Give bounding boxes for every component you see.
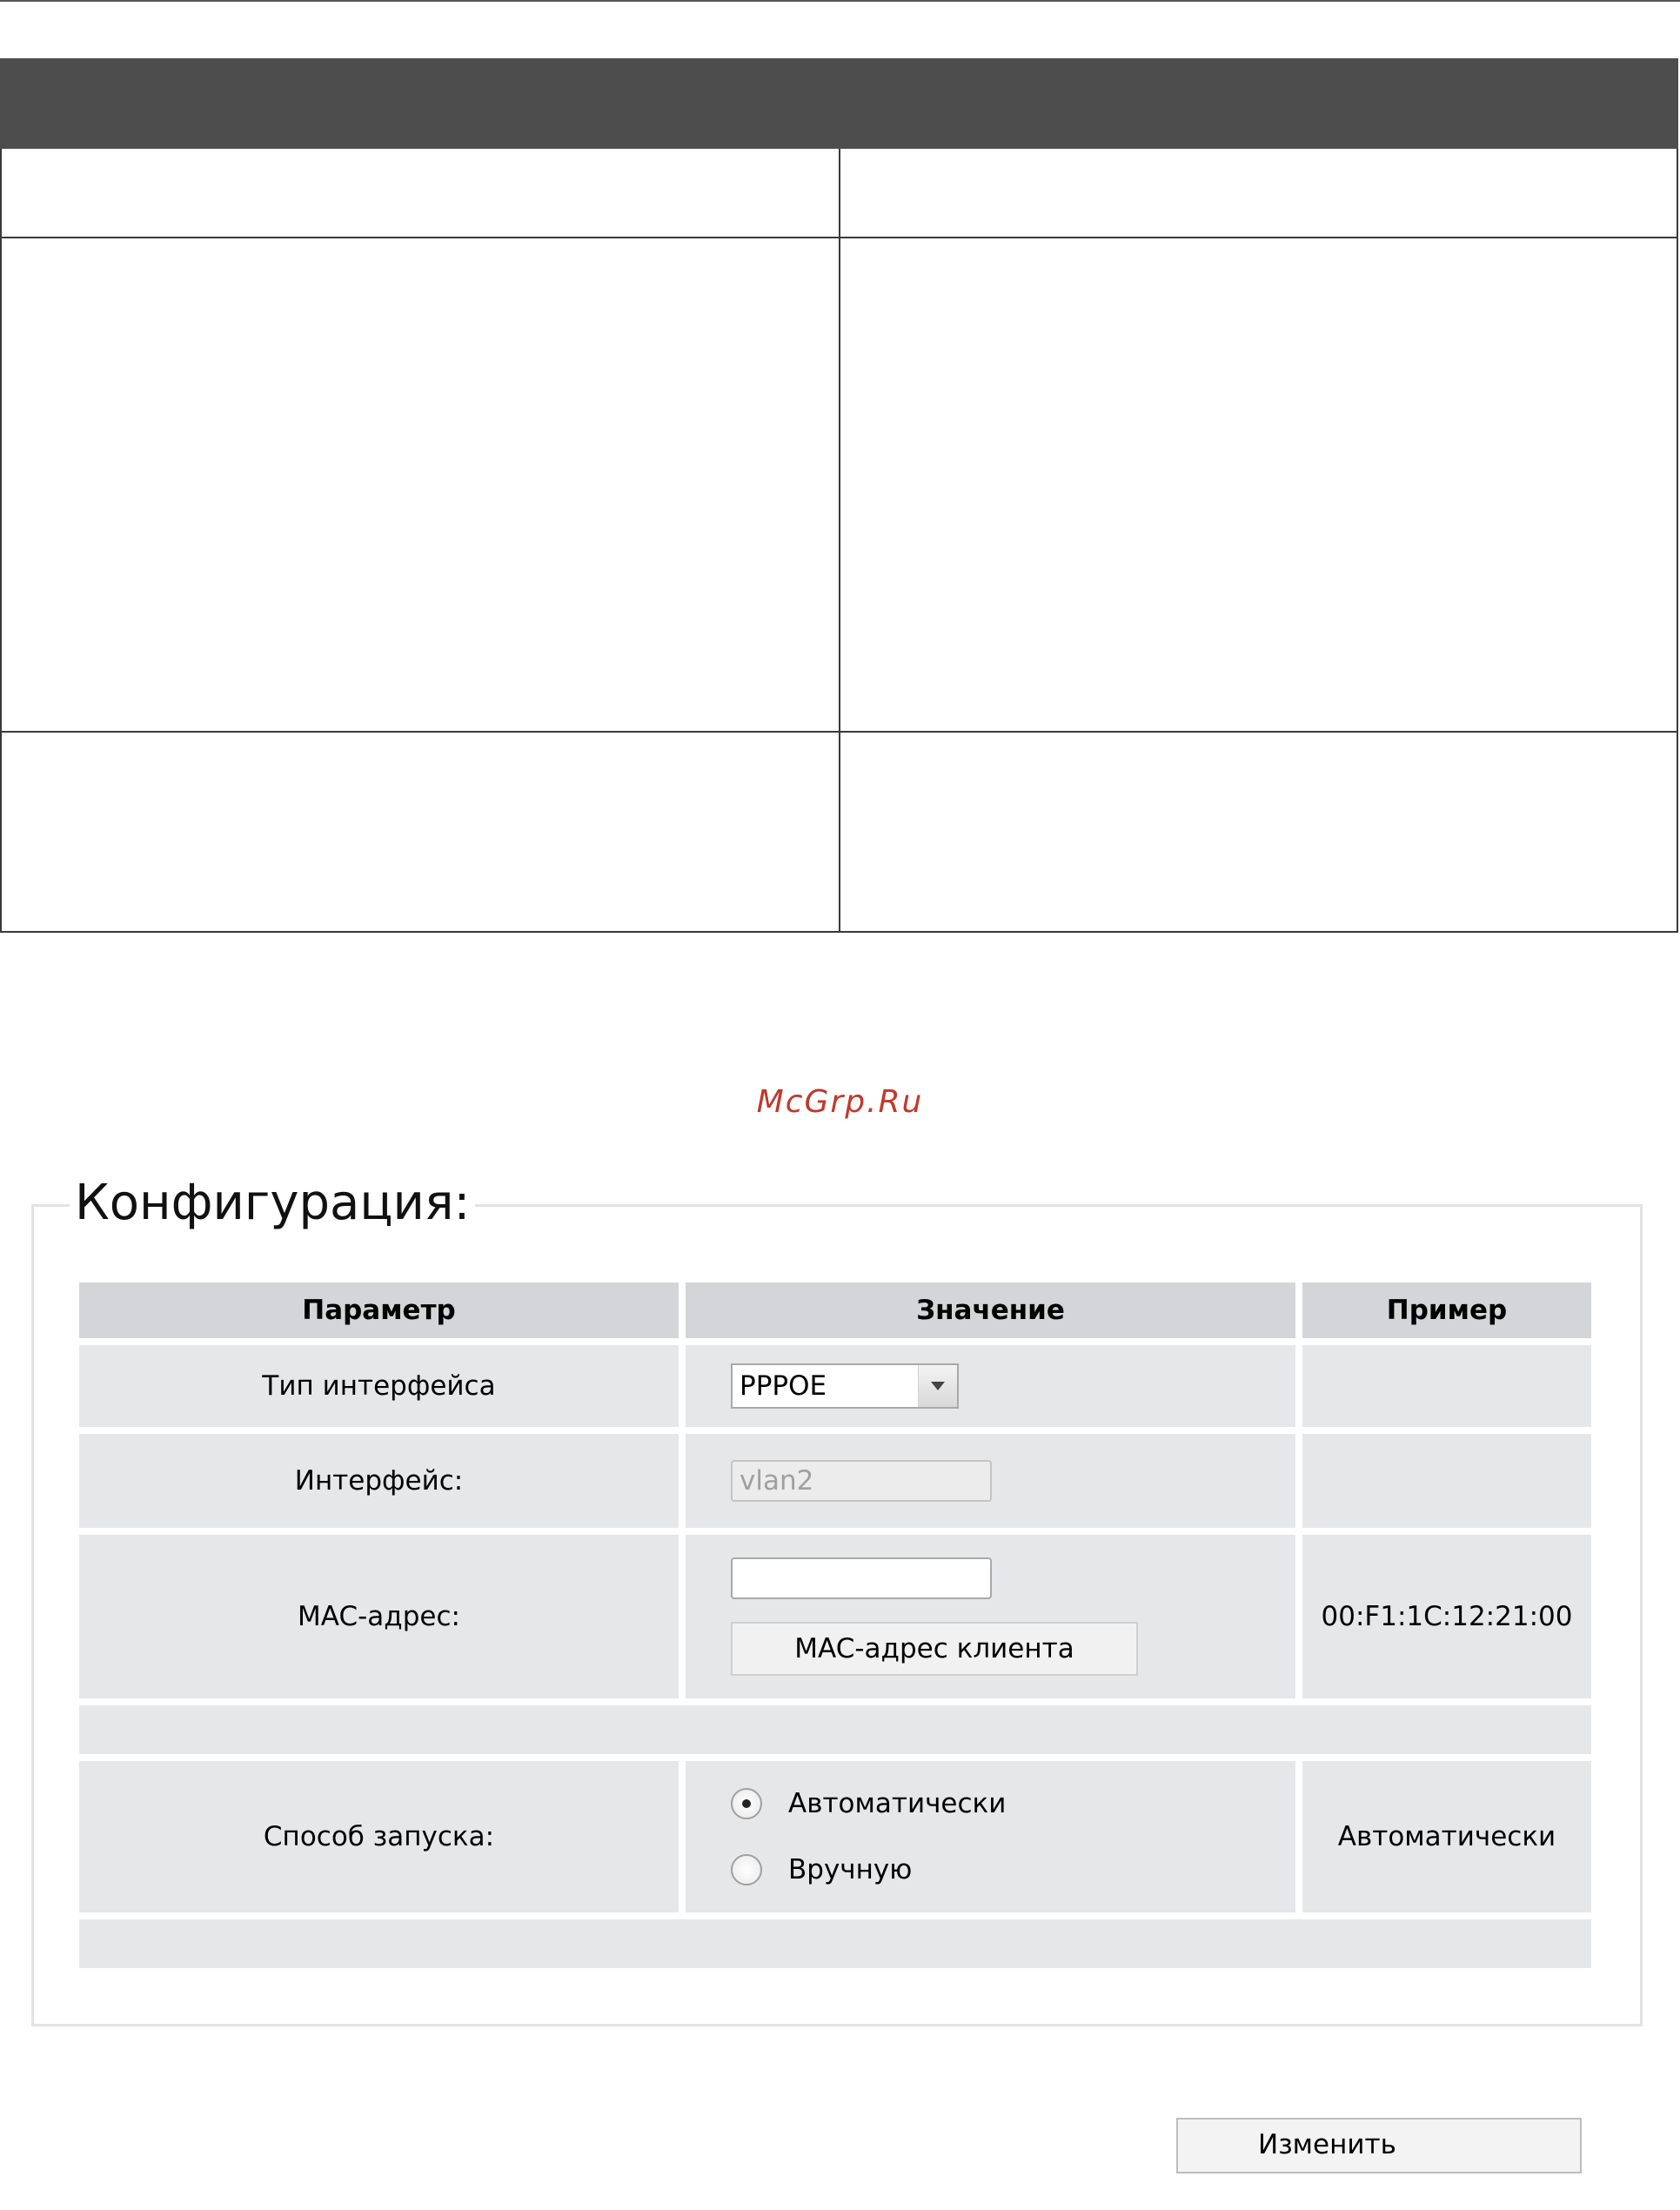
spacer-row [79, 1705, 1591, 1754]
interface-example [1302, 1434, 1591, 1528]
chevron-down-icon[interactable] [918, 1365, 957, 1407]
start-auto-label: Автоматически [788, 1788, 1007, 1819]
interface-type-label: Тип интерфейса [79, 1345, 679, 1427]
radio-unchecked-icon[interactable] [731, 1854, 762, 1885]
start-method-label: Способ запуска: [79, 1761, 679, 1912]
mac-label: MAC-адрес: [79, 1535, 679, 1698]
client-mac-button[interactable]: MAC-адрес клиента [731, 1622, 1138, 1676]
start-manual-option[interactable] [731, 1837, 1295, 1903]
row-start-method [79, 1761, 1591, 1912]
document-table-cell [840, 148, 1678, 238]
document-table-row [1, 148, 1677, 238]
spacer-cell [79, 1705, 1591, 1754]
document-table-cell [1, 732, 840, 932]
interface-type-example [1302, 1345, 1591, 1427]
spacer-cell [79, 1919, 1591, 1968]
row-mac [79, 1535, 1591, 1698]
configuration-legend: Конфигурация: [70, 1175, 475, 1231]
configuration-table [72, 1276, 1598, 1975]
radio-checked-icon[interactable] [731, 1788, 762, 1819]
header-value: Значение [686, 1282, 1295, 1338]
document-table-row [1, 732, 1677, 932]
document-table-cell [1, 238, 840, 732]
document-table-cell [840, 238, 1678, 732]
interface-label: Интерфейс: [79, 1434, 679, 1528]
mac-example: 00:F1:1C:12:21:00 [1302, 1535, 1591, 1698]
interface-cell [686, 1434, 1295, 1528]
document-table-cell [1, 148, 840, 238]
row-interface [79, 1434, 1591, 1528]
document-table [0, 58, 1678, 933]
row-interface-type [79, 1345, 1591, 1427]
spacer-row [79, 1919, 1591, 1968]
configuration-header-row [79, 1282, 1591, 1338]
start-method-cell [686, 1761, 1295, 1912]
watermark: McGrp.Ru [756, 1084, 924, 1120]
document-table-cell [840, 732, 1678, 932]
document-table-header [1, 59, 1677, 148]
interface-type-select[interactable] [731, 1363, 959, 1409]
change-button[interactable]: Изменить [1176, 2118, 1582, 2173]
mac-cell [686, 1535, 1295, 1698]
header-param: Параметр [79, 1282, 679, 1338]
interface-type-cell [686, 1345, 1295, 1427]
top-rule [0, 0, 1680, 2]
start-manual-label: Вручную [788, 1854, 913, 1885]
start-method-example: Автоматически [1302, 1761, 1591, 1912]
header-example: Пример [1302, 1282, 1591, 1338]
interface-type-selected: PPPOE [740, 1370, 827, 1402]
mac-input[interactable] [731, 1557, 992, 1599]
document-table-row [1, 238, 1677, 732]
interface-field [731, 1460, 992, 1502]
document-table-header-cell [1, 59, 1677, 148]
start-auto-option[interactable] [731, 1771, 1295, 1837]
